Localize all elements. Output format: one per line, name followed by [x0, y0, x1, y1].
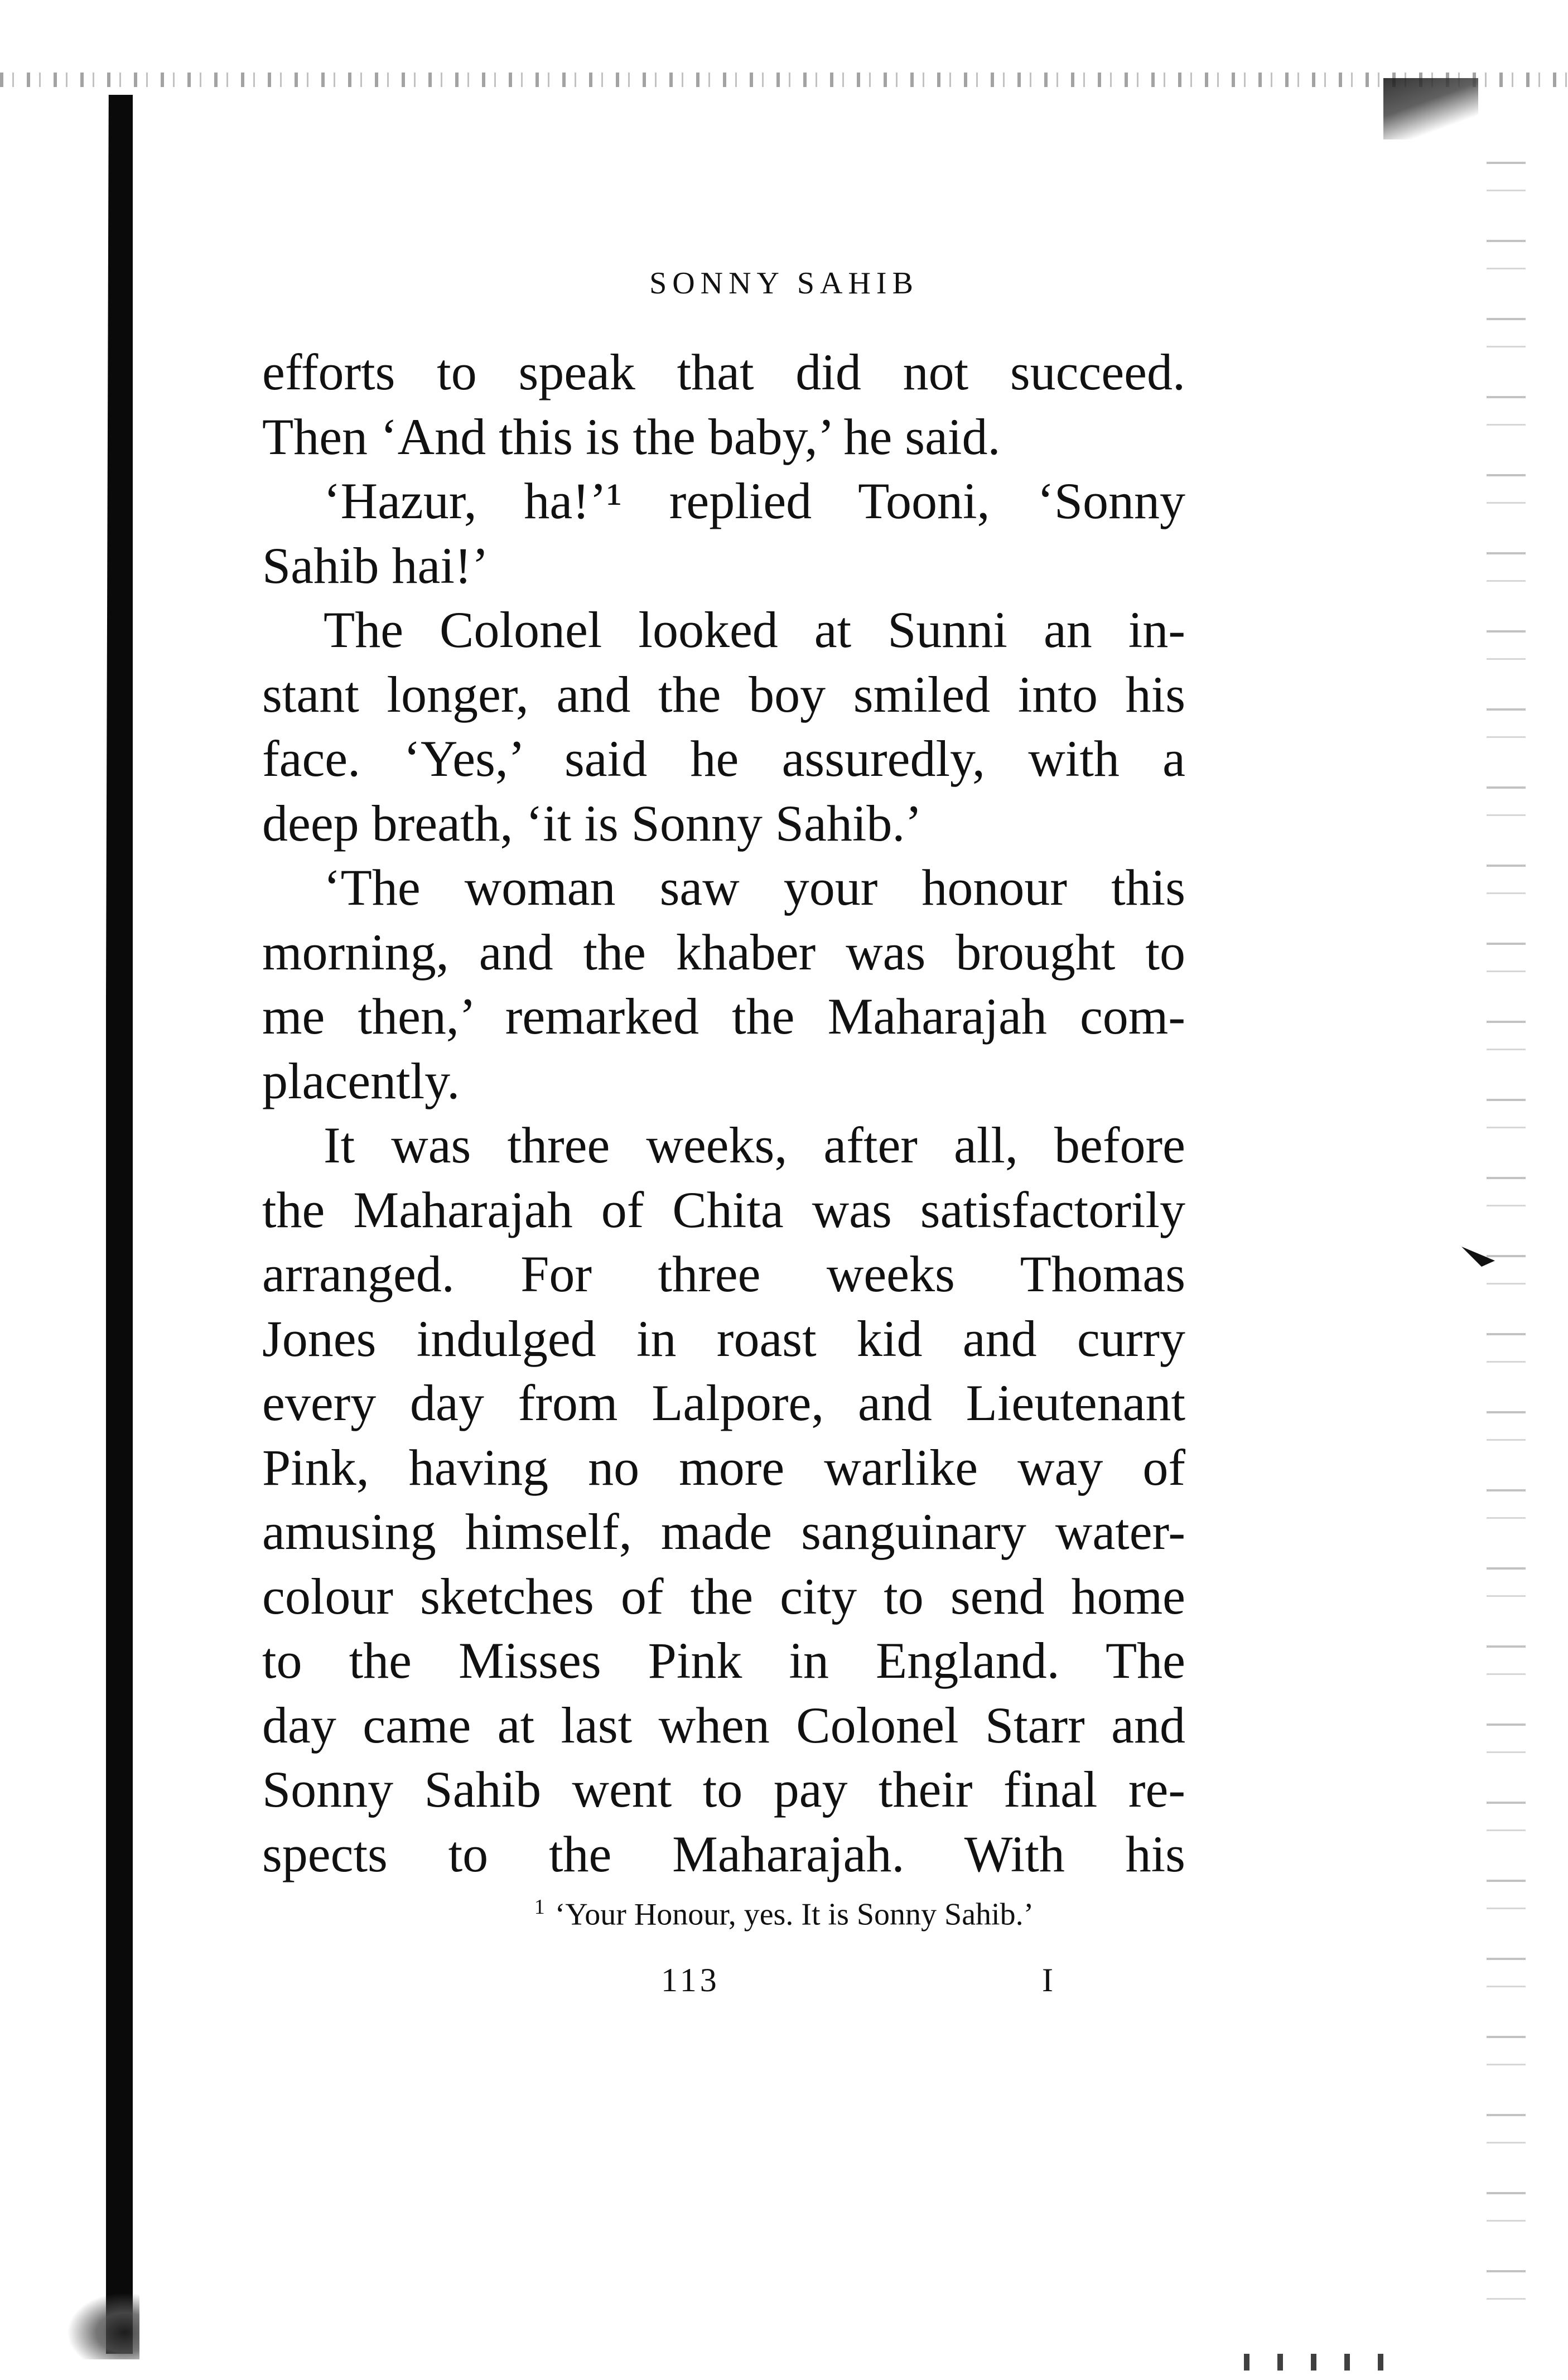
text-line-9: ‘The woman saw your honour this: [324, 859, 1185, 916]
scan-corner-shadow: [1383, 78, 1478, 139]
text-line-14: the Maharajah of Chita was satisfactorily: [262, 1181, 1185, 1238]
text-line-5: The Colonel looked at Sunni an in-: [324, 601, 1185, 658]
footnote-text: ‘Your Honour, yes. It is Sonny Sahib.’: [554, 1897, 1034, 1932]
footnote-marker: 1: [534, 1895, 545, 1919]
text-line-18: Pink, having no more warlike way of: [262, 1438, 1185, 1496]
text-line-7: face. ‘Yes,’ said he assuredly, with a: [262, 730, 1185, 787]
text-line-4: Sahib hai!’: [262, 537, 489, 594]
book-spine-shadow: [106, 95, 133, 2354]
text-line-20: colour sketches of the city to send home: [262, 1567, 1185, 1625]
text-line-1: efforts to speak that did not succeed.: [262, 344, 1185, 400]
text-line-15: arranged. For three weeks Thomas: [262, 1245, 1185, 1302]
text-line-11: me then,’ remarked the Maharajah com-: [262, 988, 1185, 1045]
text-line-6: stant longer, and the boy smiled into his: [262, 665, 1185, 723]
text-line-2: Then ‘And this is the baby,’ he said.: [262, 408, 1001, 465]
text-line-8: deep breath, ‘it is Sonny Sahib.’: [262, 794, 923, 852]
scan-top-edge: [0, 73, 1568, 87]
text-line-24: spects to the Maharajah. With his: [262, 1825, 1185, 1882]
text-line-3: ‘Hazur, ha!’¹ replied Tooni, ‘Sonny: [324, 472, 1185, 529]
text-line-23: Sonny Sahib went to pay their final re-: [262, 1761, 1185, 1818]
running-head: SONNY SAHIB: [649, 266, 919, 301]
text-line-22: day came at last when Colonel Starr and: [262, 1696, 1185, 1754]
scan-right-edge: [1487, 139, 1526, 2343]
signature-mark: I: [1042, 1962, 1056, 1998]
text-line-19: amusing himself, made sanguinary water-: [262, 1503, 1185, 1560]
footnote: [0, 1896, 1568, 1930]
text-line-17: every day from Lalpore, and Lieutenant: [262, 1374, 1185, 1431]
text-line-12: placently.: [262, 1052, 460, 1109]
text-line-10: morning, and the khaber was brought to: [262, 923, 1185, 981]
spine-bottom-smudge: [67, 2292, 139, 2359]
text-line-13: It was three weeks, after all, before: [324, 1117, 1185, 1174]
page-number: 113: [661, 1962, 720, 1998]
body-text: [262, 340, 1185, 1886]
text-line-16: Jones indulged in roast kid and curry: [262, 1310, 1185, 1367]
scan-bottom-marks: [1244, 2354, 1389, 2371]
text-line-21: to the Misses Pink in England. The: [262, 1632, 1185, 1689]
